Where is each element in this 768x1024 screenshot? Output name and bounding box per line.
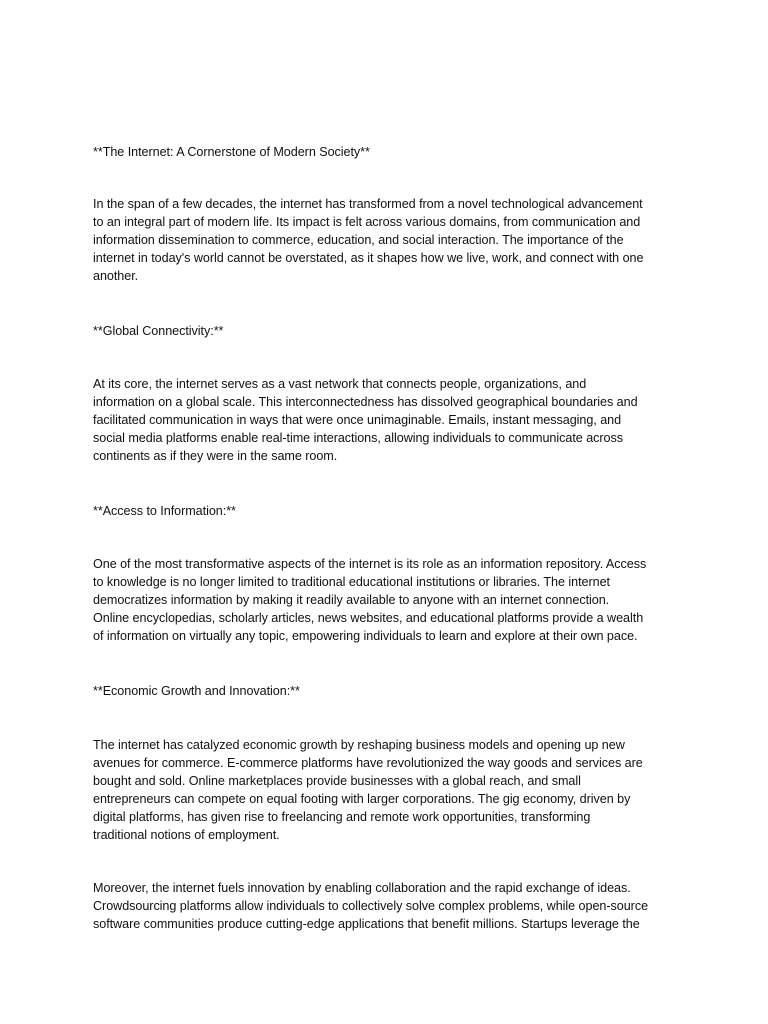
- paragraph-line: Crowdsourcing platforms allow individuals to collectively solve complex problems, while open-source: [93, 899, 649, 913]
- innovation-paragraph: [93, 879, 683, 933]
- intro-paragraph: [93, 195, 683, 285]
- heading-global-connectivity: [93, 322, 683, 340]
- paragraph-line: facilitated communication in ways that were once unimaginable. Emails, instant messaging, and: [93, 413, 622, 427]
- paragraph-line: of information on virtually any topic, empowering individuals to learn and explore at their own pace.: [93, 629, 638, 643]
- paragraph-line: social media platforms enable real-time interactions, allowing individuals to communicate across: [93, 431, 623, 445]
- paragraph-line: to knowledge is no longer limited to traditional educational institutions or libraries. The internet: [93, 575, 611, 589]
- heading-economic-growth: [93, 682, 683, 700]
- paragraph-line: One of the most transformative aspects of the internet is its role as an information repository. Access: [93, 557, 647, 571]
- paragraph-line: information dissemination to commerce, education, and social interaction. The importance of the: [93, 233, 624, 247]
- paragraph-line: digital platforms, has given rise to freelancing and remote work opportunities, transforming: [93, 810, 591, 824]
- document-title: [93, 143, 683, 161]
- economic-growth-paragraph: [93, 736, 683, 844]
- title-line: **The Internet: A Cornerstone of Modern Society**: [93, 145, 370, 159]
- paragraph-line: The internet has catalyzed economic growth by reshaping business models and opening up new: [93, 738, 625, 752]
- heading-line: **Economic Growth and Innovation:**: [93, 684, 300, 698]
- paragraph-line: Online encyclopedias, scholarly articles, news websites, and educational platforms provide a wealth: [93, 611, 644, 625]
- paragraph-line: In the span of a few decades, the internet has transformed from a novel technological advancement: [93, 197, 643, 211]
- paragraph-line: another.: [93, 269, 139, 283]
- paragraph-line: internet in today's world cannot be overstated, as it shapes how we live, work, and connect with one: [93, 251, 644, 265]
- paragraph-line: to an integral part of modern life. Its impact is felt across various domains, from communication and: [93, 215, 641, 229]
- heading-line: **Access to Information:**: [93, 504, 236, 518]
- paragraph-line: democratizes information by making it readily available to anyone with an internet connection.: [93, 593, 610, 607]
- heading-line: **Global Connectivity:**: [93, 324, 224, 338]
- paragraph-line: information on a global scale. This interconnectedness has dissolved geographical boundaries and: [93, 395, 638, 409]
- paragraph-line: bought and sold. Online marketplaces provide businesses with a global reach, and small: [93, 774, 581, 788]
- paragraph-line: At its core, the internet serves as a vast network that connects people, organizations, and: [93, 377, 587, 391]
- paragraph-line: Moreover, the internet fuels innovation by enabling collaboration and the rapid exchange of ideas.: [93, 881, 631, 895]
- paragraph-line: software communities produce cutting-edge applications that benefit millions. Startups leverage the: [93, 917, 640, 931]
- paragraph-line: traditional notions of employment.: [93, 828, 280, 842]
- paragraph-line: entrepreneurs can compete on equal footing with larger corporations. The gig economy, driven by: [93, 792, 631, 806]
- access-to-information-paragraph: [93, 555, 683, 645]
- global-connectivity-paragraph: [93, 375, 683, 465]
- heading-access-to-information: [93, 502, 683, 520]
- paragraph-line: avenues for commerce. E-commerce platforms have revolutionized the way goods and services are: [93, 756, 643, 770]
- paragraph-line: continents as if they were in the same room.: [93, 449, 338, 463]
